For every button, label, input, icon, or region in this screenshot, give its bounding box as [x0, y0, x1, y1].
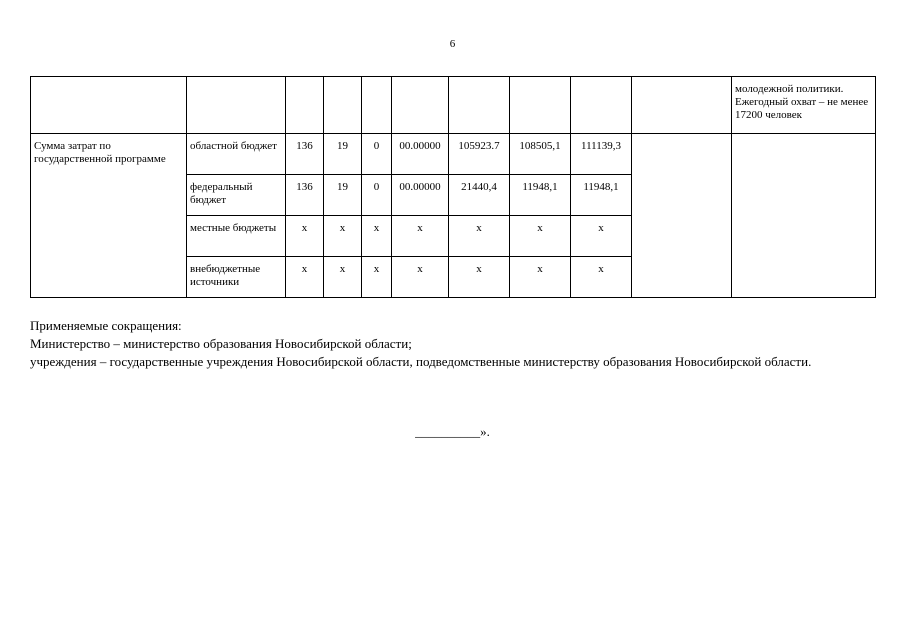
page-number: 6	[449, 38, 456, 50]
table-cell: x	[362, 216, 392, 257]
table-cell: x	[449, 216, 510, 257]
table-cell: x	[286, 216, 324, 257]
table-cell: x	[392, 216, 449, 257]
budget-category: областной бюджет	[187, 134, 286, 175]
table-cell: 105923.7	[449, 134, 510, 175]
empty-cell	[732, 134, 876, 298]
table-cell: 136	[286, 134, 324, 175]
table-cell: x	[571, 216, 632, 257]
closing-mark: __________».	[415, 424, 490, 439]
table-cell: x	[510, 216, 571, 257]
program-total-label: Сумма затрат по государственной программе	[31, 134, 187, 298]
empty-cell	[632, 134, 732, 298]
budget-table	[30, 76, 876, 298]
table-cell: 0	[362, 134, 392, 175]
budget-category: местные бюджеты	[187, 216, 286, 257]
table-cell: x	[510, 257, 571, 298]
table-row	[31, 77, 876, 134]
table-cell: 19	[324, 134, 362, 175]
table-cell: 00.00000	[392, 175, 449, 216]
table-cell: x	[286, 257, 324, 298]
table-cell: 00.00000	[392, 134, 449, 175]
abbreviation-ministry: Министерство – министерство образования Новосибирской области;	[30, 336, 412, 351]
table-cell: 21440,4	[449, 175, 510, 216]
table-cell: x	[449, 257, 510, 298]
table-cell: 108505,1	[510, 134, 571, 175]
table-cell: 11948,1	[571, 175, 632, 216]
table-cell: 111139,3	[571, 134, 632, 175]
table-cell: x	[571, 257, 632, 298]
abbreviation-institutions: учреждения – государственные учреждения Новосибирской области, подведомственные министерству образования Новосибирской области.	[30, 354, 812, 369]
table-cell: x	[324, 257, 362, 298]
budget-category: внебюджетные источники	[187, 257, 286, 298]
table-cell: x	[392, 257, 449, 298]
table-cell: 0	[362, 175, 392, 216]
abbreviations-section	[30, 317, 875, 371]
table-cell: 136	[286, 175, 324, 216]
table-cell: x	[362, 257, 392, 298]
abbreviations-heading: Применяемые сокращения:	[30, 318, 182, 333]
table-cell: 11948,1	[510, 175, 571, 216]
budget-category: федеральный бюджет	[187, 175, 286, 216]
table-cell: 19	[324, 175, 362, 216]
table-row	[31, 134, 876, 175]
table-cell: x	[324, 216, 362, 257]
result-note-cell: молодежной политики. Ежегодный охват – не менее 17200 человек	[732, 77, 876, 134]
